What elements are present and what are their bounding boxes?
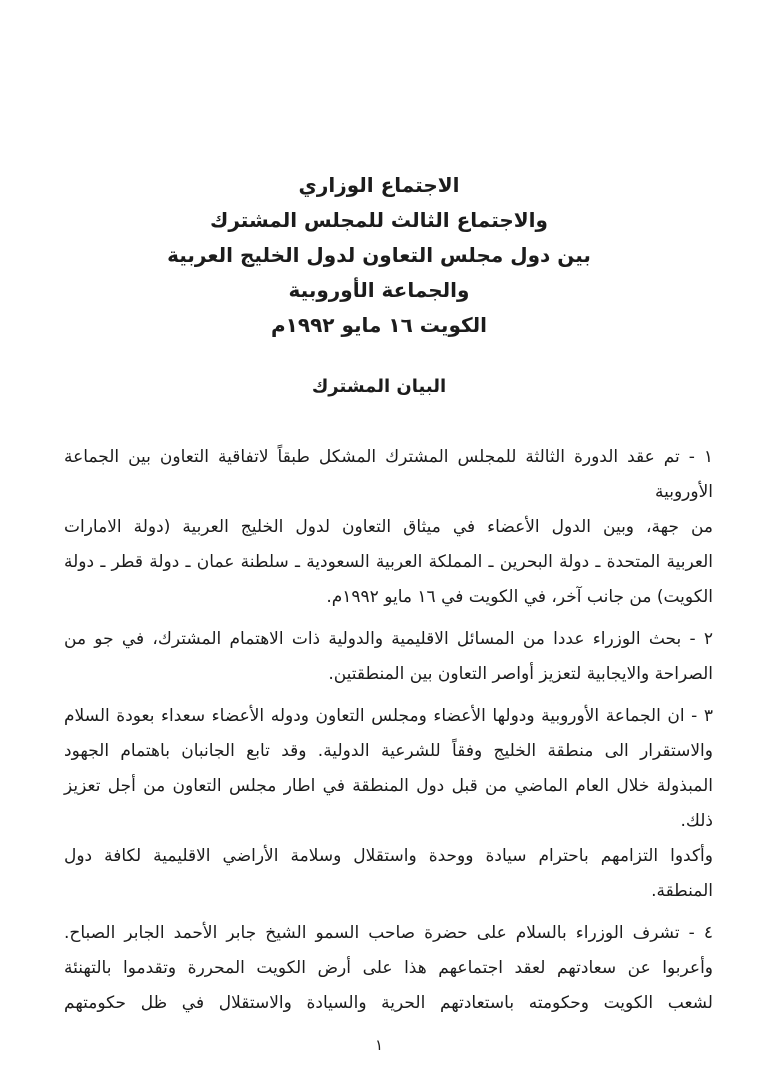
paragraph-line: ٣ - ان الجماعة الأوروبية ودولها الأعضاء ومجلس التعاون ودوله الأعضاء سعداء بعودة السلام (64, 706, 713, 726)
paragraph-2 (64, 622, 713, 692)
section-heading-joint-statement: البيان المشترك (311, 376, 447, 397)
title-line-european-community: والجماعة الأوروبية (288, 278, 470, 302)
paragraph-line: المبذولة خلال العام الماضي من قبل دول المنطقة في اطار مجلس التعاون من أجل تعزيز ذلك. (64, 776, 713, 831)
title-line-date: الكويت ١٦ مايو ١٩٩٢م (271, 313, 487, 337)
paragraph-3 (64, 699, 713, 909)
paragraph-line: لشعب الكويت وحكومته باستعادتهم الحرية والسيادة والاستقلال في ظل حكومتهم (64, 993, 713, 1013)
paragraph-line: المنطقة. (651, 881, 713, 901)
document-body (64, 440, 713, 1028)
paragraph-line: ١ - تم عقد الدورة الثالثة للمجلس المشترك المشكل طبقاً لاتفاقية التعاون بين الجماعة الأوروبية (64, 447, 713, 502)
paragraph-line: الكويت) من جانب آخر، في الكويت في ١٦ مايو ١٩٩٢م. (326, 587, 713, 607)
title-line-joint-council: والاجتماع الثالث للمجلس المشترك (210, 208, 548, 232)
paragraph-line: ٤ - تشرف الوزراء بالسلام على حضرة صاحب السمو الشيخ جابر الأحمد الجابر الصباح. (64, 923, 713, 943)
title-line-meeting: الاجتماع الوزاري (298, 173, 460, 197)
paragraph-4 (64, 916, 713, 1021)
document-title (0, 168, 758, 343)
paragraph-1 (64, 440, 713, 615)
paragraph-line: من جهة، وبين الدول الأعضاء في ميثاق التعاون لدول الخليج العربية (دولة الامارات (64, 517, 713, 537)
title-line-gcc: بين دول مجلس التعاون لدول الخليج العربية (167, 243, 591, 267)
page-number: ١ (374, 1036, 384, 1054)
paragraph-line: ٢ - بحث الوزراء عددا من المسائل الاقليمية والدولية ذات الاهتمام المشترك، في جو من (64, 629, 713, 649)
paragraph-line: العربية المتحدة ـ دولة البحرين ـ المملكة العربية السعودية ـ سلطنة عمان ـ دولة قطر ـ دولة (64, 552, 713, 572)
paragraph-line: وأكدوا التزامهم باحترام سيادة ووحدة واستقلال وسلامة الأراضي الاقليمية لكافة دول (64, 846, 713, 866)
paragraph-line: والاستقرار الى منطقة الخليج وفقاً للشرعية الدولية. وقد تابع الجانبان باهتمام الجهود (64, 741, 713, 761)
paragraph-line: وأعربوا عن سعادتهم لعقد اجتماعهم هذا على أرض الكويت المحررة وتقدموا بالتهنئة (64, 958, 713, 978)
paragraph-line: الصراحة والايجابية لتعزيز أواصر التعاون بين المنطقتين. (328, 664, 713, 684)
